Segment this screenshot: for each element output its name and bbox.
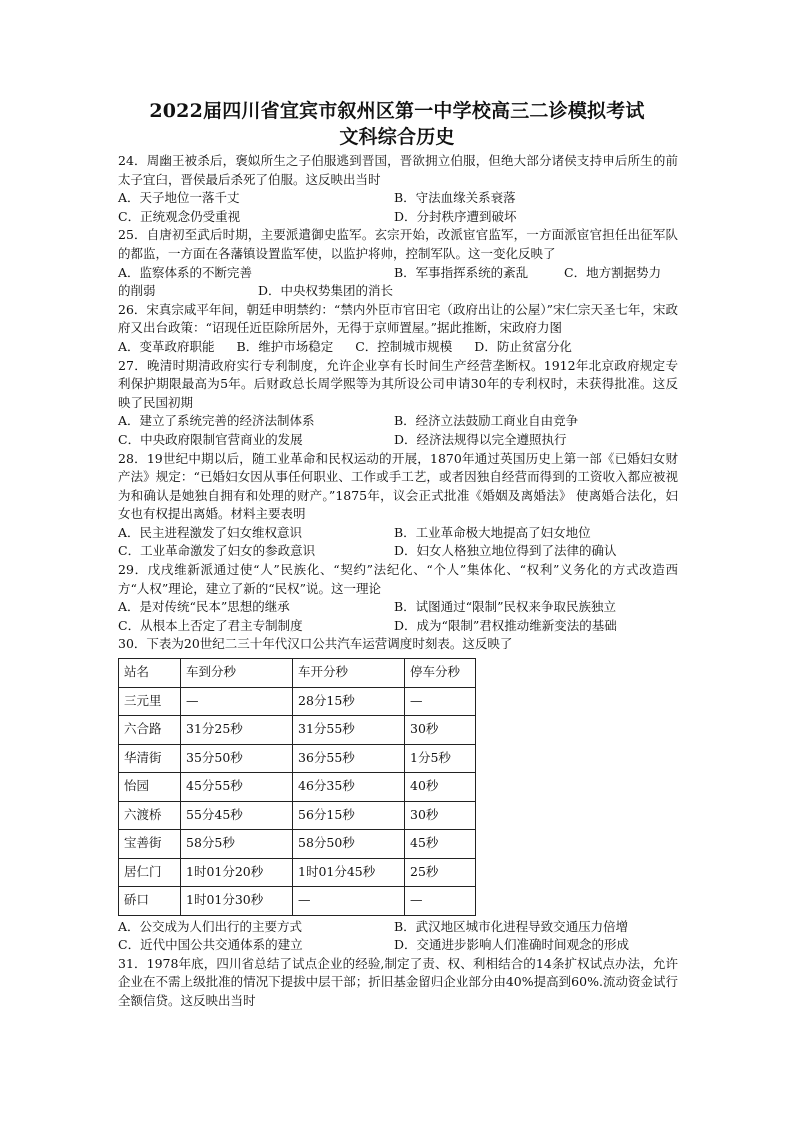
table-cell: 55分45秒 (181, 801, 293, 830)
option-b: B．维护市场稳定 (236, 338, 334, 354)
question-29 (118, 561, 678, 635)
option-a: A．建立了系统完善的经济法制体系 (118, 413, 315, 429)
table-cell: 1时01分45秒 (293, 858, 405, 887)
question-26 (118, 301, 678, 357)
table-cell: 30秒 (405, 716, 476, 745)
table-cell: 六渡桥 (119, 801, 181, 830)
question-stem: 28．19世纪中期以后，随工业革命和民权运动的开展，1870年通过英国历史上第一部《已婚妇女财产法》规定：“已婚妇女因从事任何职业、工作或手工艺，或者因独自经营而得到的工资收入都应被视为和确认是她独自拥有和处理的财产。”1875年，议会正式批准《婚姻及离婚法》 使离婚合法化，妇女也有权提出离婚。材料主要表明 (118, 450, 678, 522)
table-row (119, 887, 476, 916)
table-cell: — (293, 887, 405, 916)
question-stem: 27．晚清时期清政府实行专利制度，允许企业享有长时间生产经营垄断权。1912年北京政府规定专利保护期限最高为5年。后财政总长周学熙等为其所设公司申请30年的专利权时，未获得批准。这反映了民国初期 (118, 357, 678, 410)
table-cell: 58分50秒 (293, 830, 405, 859)
table-header-cell: 车开分秒 (293, 659, 405, 688)
option-c: C．从根本上否定了君主专制制度 (118, 617, 303, 633)
table-row (119, 830, 476, 859)
table-cell: 40秒 (405, 773, 476, 802)
option-d: D．防止贫富分化 (474, 338, 572, 354)
option-a: A．变革政府职能 (118, 338, 215, 354)
question-stem: 24．周幽王被杀后，褒姒所生之子伯服逃到晋国，晋欲拥立伯服，但绝大部分诸侯支持申后所生的前太子宜臼，晋侯最后杀死了伯服。这反映出当时 (118, 153, 678, 187)
option-d: D．经济法规得以完全遵照执行 (394, 431, 567, 447)
option-d: D．中央权势集团的消长 (258, 283, 394, 299)
table-cell: 硚口 (119, 887, 181, 916)
table-cell: 31分55秒 (293, 716, 405, 745)
question-stem: 31．1978年底，四川省总结了试点企业的经验,制定了责、权、利相结合的14条扩权试点办法，允许企业在不需上级批准的情况下提拔中层干部；折旧基金留归企业部分由40%提高到60%.流动资金试行全额信贷。这反映出当时 (118, 955, 678, 1008)
table-header-cell: 车到分秒 (181, 659, 293, 688)
table-header-row (119, 659, 476, 688)
table-cell: 1时01分20秒 (181, 858, 293, 887)
table-cell: 怡园 (119, 773, 181, 802)
option-c: C．中央政府限制官营商业的发展 (118, 431, 303, 447)
table-cell: 45分55秒 (181, 773, 293, 802)
option-c: C．工业革命激发了妇女的参政意识 (118, 543, 316, 559)
table-cell: 1分5秒 (405, 744, 476, 773)
bus-schedule-table (118, 658, 476, 916)
table-cell: 30秒 (405, 801, 476, 830)
option-c-continued: 的削弱 (118, 283, 156, 299)
table-cell: 三元里 (119, 687, 181, 716)
option-b: B．守法血缘关系衰落 (394, 190, 516, 206)
table-header-cell: 停车分秒 (405, 659, 476, 688)
option-b: B．试图通过“限制”民权来争取民族独立 (394, 599, 616, 615)
table-cell: 46分35秒 (293, 773, 405, 802)
table-cell: 56分15秒 (293, 801, 405, 830)
option-c: C．正统观念仍受重视 (118, 208, 241, 224)
question-31 (118, 955, 678, 1011)
table-cell: 58分5秒 (181, 830, 293, 859)
question-stem: 29．戊戌维新派通过使“人”民族化、“契约”法纪化、“个人”集体化、“权利”义务化的方式改造西方“人权”理论，建立了新的“民权”说。这一理论 (118, 562, 678, 596)
question-stem: 26．宋真宗咸平年间，朝廷申明禁约：“禁内外臣市官田宅（政府出让的公屋）”宋仁宗天圣七年，宋政府又出台政策：“诏现任近臣除所居外，无得于京师置屋。”据此推断，宋政府力图 (118, 301, 678, 336)
exam-title: 2022届四川省宜宾市叙州区第一中学校高三二诊模拟考试 (149, 100, 645, 122)
option-c: C．控制城市规模 (355, 338, 453, 354)
table-row (119, 744, 476, 773)
table-row (119, 773, 476, 802)
option-a: A．公交成为人们出行的主要方式 (118, 918, 303, 934)
option-b: B．武汉地区城市化进程导致交通压力倍增 (394, 918, 629, 934)
table-cell: 31分25秒 (181, 716, 293, 745)
table-cell: 居仁门 (119, 858, 181, 887)
option-a: A．天子地位一落千丈 (118, 190, 240, 206)
table-cell: 28分15秒 (293, 687, 405, 716)
question-27 (118, 357, 678, 450)
option-b: B．经济立法鼓励工商业自由竞争 (394, 413, 579, 429)
option-a: A．民主进程激发了妇女维权意识 (118, 524, 303, 540)
table-cell: 宝善街 (119, 830, 181, 859)
table-row (119, 801, 476, 830)
question-28 (118, 450, 678, 562)
table-cell: — (405, 687, 476, 716)
table-cell: 华清街 (119, 744, 181, 773)
table-cell: 45秒 (405, 830, 476, 859)
table-row (119, 687, 476, 716)
option-c: C．地方割据势力 (564, 264, 662, 280)
option-d: D．成为“限制”君权推动维新变法的基础 (394, 617, 617, 633)
table-row (119, 716, 476, 745)
option-b: B．工业革命极大地提高了妇女地位 (394, 524, 591, 540)
question-30 (118, 635, 678, 954)
table-cell: 六合路 (119, 716, 181, 745)
table-cell: 35分50秒 (181, 744, 293, 773)
option-d: D．交通进步影响人们准确时间观念的形成 (394, 937, 630, 953)
table-cell: — (181, 687, 293, 716)
exam-subtitle: 文科综合历史 (339, 126, 455, 148)
option-a: A．监察体系的不断完善 (118, 264, 253, 280)
option-d: D．妇女人格独立地位得到了法律的确认 (394, 543, 617, 559)
question-stem: 25．自唐初至武后时期，主要派遣御史监军。玄宗开始，改派宦官监军，一方面派宦官担任出征军队的都监，一方面在各藩镇设置监军使，以监护将帅，控制军队。这一变化反映了 (118, 227, 678, 261)
option-c: C．近代中国公共交通体系的建立 (118, 937, 303, 953)
table-cell: 36分55秒 (293, 744, 405, 773)
option-d: D．分封秩序遭到破坏 (394, 208, 517, 224)
question-list (118, 152, 678, 1011)
option-b: B．军事指挥系统的紊乱 (394, 264, 529, 280)
question-stem: 30．下表为20世纪二三十年代汉口公共汽车运营调度时刻表。这反映了 (118, 636, 513, 652)
table-header-cell: 站名 (119, 659, 181, 688)
table-cell: 25秒 (405, 858, 476, 887)
option-a: A．是对传统“民本”思想的继承 (118, 599, 290, 615)
table-cell: 1时01分30秒 (181, 887, 293, 916)
question-25 (118, 226, 678, 300)
table-row (119, 858, 476, 887)
question-24 (118, 152, 678, 226)
table-cell: — (405, 887, 476, 916)
